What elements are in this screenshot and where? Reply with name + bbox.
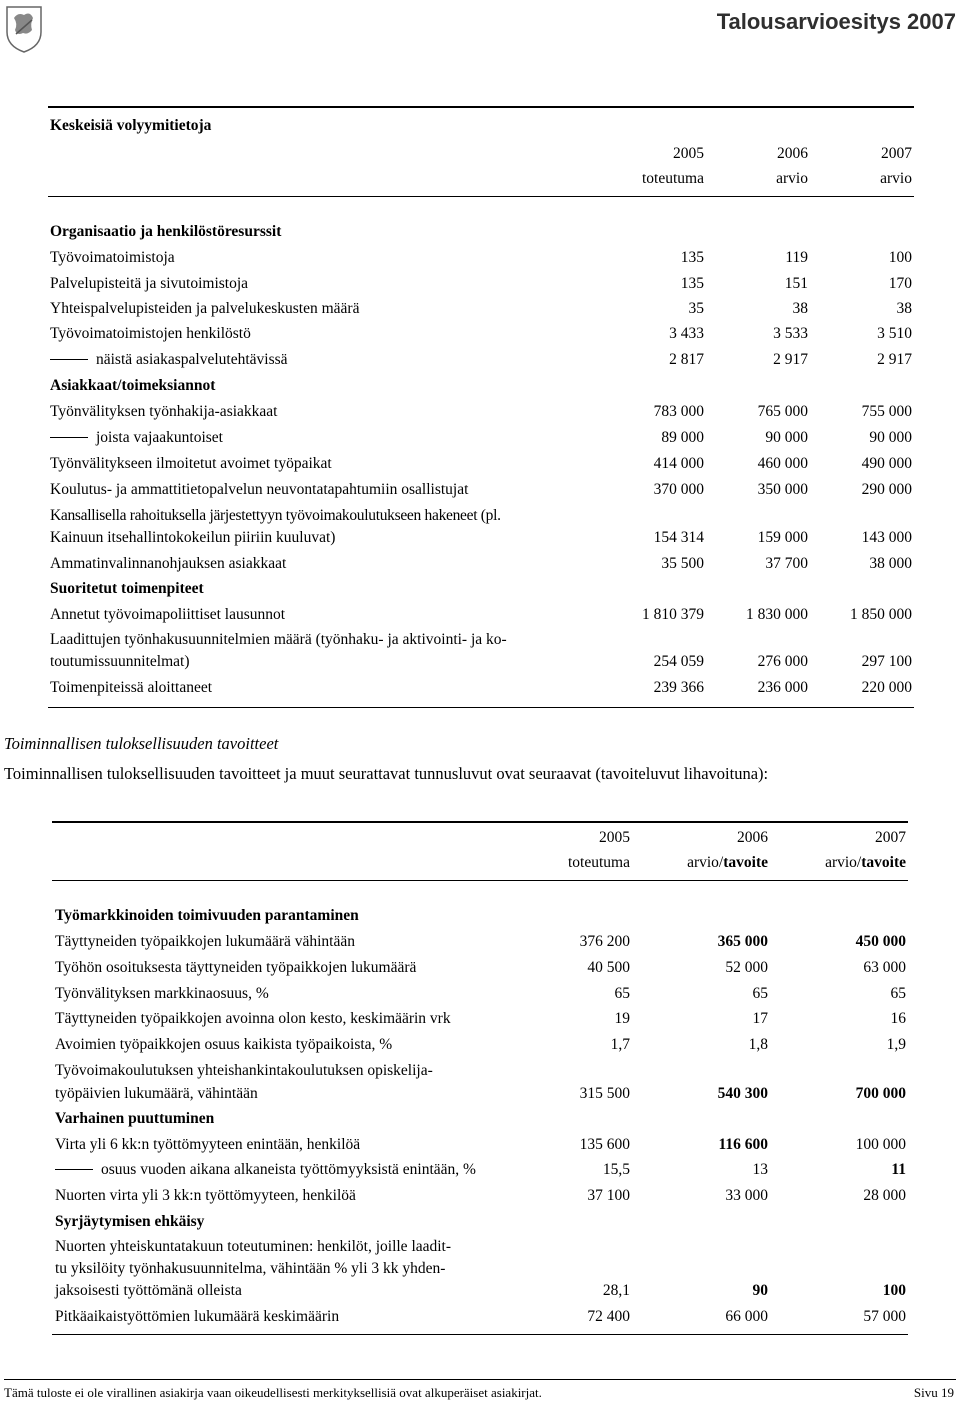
sub-bold: tavoite	[723, 854, 768, 871]
value-2006: 65	[752, 985, 768, 1002]
table-row	[0, 679, 960, 701]
table2-year-2006: 2006	[737, 829, 768, 846]
row-label-line1: Nuorten yhteiskuntatakuun toteutuminen: henkilöt, joille laadit-	[55, 1238, 452, 1255]
row-label	[50, 429, 223, 447]
value-2006: 38	[792, 300, 808, 317]
table2-year-header	[0, 829, 960, 851]
value-2005: 65	[614, 985, 630, 1002]
value-2007: 700 000	[855, 1085, 906, 1102]
value-2007: 1 850 000	[850, 606, 912, 623]
table1-year-header	[0, 145, 960, 167]
row-label: Toimenpiteissä aloittaneet	[50, 679, 213, 696]
row-label: jaksoisesti työttömänä olleista	[55, 1282, 242, 1299]
row-label: Annetut työvoimapoliittiset lausunnot	[50, 606, 286, 623]
table-row	[0, 1136, 960, 1158]
table1-sub-2006: arvio	[776, 170, 808, 187]
value-2006: 276 000	[757, 653, 808, 670]
row-label: työpäivien lukumäärä, vähintään	[55, 1085, 258, 1102]
value-2007: 755 000	[861, 403, 912, 420]
value-2006: 236 000	[757, 679, 808, 696]
table2-section-labour-market: Työmarkkinoiden toimivuuden parantaminen	[55, 907, 359, 924]
value-2006: 460 000	[757, 455, 808, 472]
table2-header-rule	[52, 880, 908, 881]
table-row	[0, 275, 960, 297]
value-2005: 239 366	[653, 679, 704, 696]
sub-prefix: arvio/	[687, 854, 724, 871]
value-2005: 154 314	[653, 529, 704, 546]
value-2007: 100 000	[855, 1136, 906, 1153]
table1-bottom-rule	[48, 707, 914, 708]
value-2007: 90 000	[869, 429, 912, 446]
row-label: Työvoimatoimistoja	[50, 249, 175, 266]
value-2005: 135 600	[579, 1136, 630, 1153]
value-2005: 89 000	[661, 429, 704, 446]
row-label-line1: Laadittujen työnhakusuunnitelmien määrä (työnhaku- ja aktivointi- ja ko-	[50, 631, 507, 648]
page-number: Sivu 19	[913, 1385, 954, 1400]
table2-section-exclusion-prevention: Syrjäytymisen ehkäisy	[55, 1213, 205, 1230]
table-row	[0, 300, 960, 322]
value-2006: 2 917	[773, 351, 808, 368]
row-label: Avoimien työpaikkojen osuus kaikista työpaikoista, %	[55, 1036, 393, 1053]
value-2005: 376 200	[579, 933, 630, 950]
table-row	[0, 455, 960, 477]
value-2005: 370 000	[653, 481, 704, 498]
table1-section-customers: Asiakkaat/toimeksiannot	[50, 377, 216, 394]
footer-disclaimer: Tämä tuloste ei ole virallinen asiakirja vaan oikeudellisesti merkityksellisiä ovat alkuperäiset asiakirjat.	[4, 1385, 542, 1400]
row-label: Täyttyneiden työpaikkojen lukumäärä vähintään	[55, 933, 355, 950]
table1-section-completed: Suoritetut toimenpiteet	[50, 580, 204, 597]
value-2005: 783 000	[653, 403, 704, 420]
table-row	[0, 351, 960, 373]
row-label: Ammatinvalinnanohjauksen asiakkaat	[50, 555, 287, 572]
table-row	[0, 606, 960, 628]
value-2006: 3 533	[773, 325, 808, 342]
table2-year-2005: 2005	[599, 829, 630, 846]
table-row	[0, 1187, 960, 1209]
table-row	[0, 325, 960, 347]
value-2005: 35	[688, 300, 704, 317]
table-row	[0, 1308, 960, 1330]
row-label	[50, 351, 288, 369]
value-2006: 365 000	[717, 933, 768, 950]
value-2005: 2 817	[669, 351, 704, 368]
value-2005: 135	[680, 249, 704, 266]
value-2005: 35 500	[661, 555, 704, 572]
table-row	[0, 959, 960, 981]
value-2007: 450 000	[855, 933, 906, 950]
table-row	[0, 249, 960, 271]
value-2005: 19	[614, 1010, 630, 1027]
finnish-lion-coat-of-arms-icon	[4, 4, 44, 54]
table-row	[0, 1161, 960, 1183]
value-2007: 57 000	[863, 1308, 906, 1325]
sub-bold: tavoite	[861, 854, 906, 871]
row-label-text: näistä asiakaspalvelutehtävissä	[96, 351, 288, 368]
row-label: Pitkäaikaistyöttömien lukumäärä keskimäärin	[55, 1308, 340, 1325]
value-2006: 13	[752, 1161, 768, 1178]
value-2005: 1 810 379	[642, 606, 704, 623]
value-2006: 765 000	[757, 403, 808, 420]
table2-section-early-intervention: Varhainen puuttuminen	[55, 1110, 215, 1127]
row-label: Virta yli 6 kk:n työttömyyteen enintään, henkilöä	[55, 1136, 361, 1153]
table-row	[0, 529, 960, 551]
table2-bottom-rule	[52, 1334, 908, 1335]
value-2006: 159 000	[757, 529, 808, 546]
table2-sub-2005: toteutuma	[568, 854, 630, 871]
indent-dash	[50, 437, 88, 438]
value-2006: 52 000	[725, 959, 768, 976]
table2-sub-2007	[825, 854, 906, 872]
table-row	[0, 481, 960, 503]
row-label-text: joista vajaakuntoiset	[96, 429, 223, 446]
row-label-line1: Työvoimakoulutuksen yhteishankintakoulutuksen opiskelija-	[55, 1062, 433, 1079]
table2-sub-2006	[687, 854, 768, 872]
value-2005: 1,7	[610, 1036, 630, 1053]
value-2005: 315 500	[579, 1085, 630, 1102]
row-label: Nuorten virta yli 3 kk:n työttömyyteen, henkilöä	[55, 1187, 356, 1204]
table1-header-rule	[48, 196, 914, 197]
value-2006: 33 000	[725, 1187, 768, 1204]
table-row	[0, 555, 960, 577]
table-row	[0, 653, 960, 675]
table-row	[0, 1010, 960, 1032]
value-2006: 119	[785, 249, 808, 266]
section-intro-text: Toiminnallisen tuloksellisuuden tavoitteet ja muut seurattavat tunnusluvut ovat seuraavat (tavoiteluvut lihavoituna):	[4, 764, 769, 783]
value-2007: 3 510	[877, 325, 912, 342]
table-row	[0, 1085, 960, 1107]
table1-sub-2005: toteutuma	[642, 170, 704, 187]
value-2005: 37 100	[587, 1187, 630, 1204]
value-2007: 38	[896, 300, 912, 317]
value-2007: 16	[890, 1010, 906, 1027]
row-label: toutumissuunnitelmat)	[50, 653, 190, 670]
value-2007: 11	[891, 1161, 906, 1178]
row-label-text: osuus vuoden aikana alkaneista työttömyyksistä enintään, %	[101, 1161, 476, 1178]
section-heading: Toiminnallisen tuloksellisuuden tavoitteet	[4, 734, 279, 753]
table1-year-2007: 2007	[881, 145, 912, 162]
table-row	[0, 429, 960, 451]
indent-dash	[50, 359, 88, 360]
value-2007: 490 000	[861, 455, 912, 472]
row-label: Koulutus- ja ammattitietopalvelun neuvontatapahtumiin osallistujat	[50, 481, 469, 498]
value-2005: 414 000	[653, 455, 704, 472]
table1-title: Keskeisiä volyymitietoja	[50, 117, 212, 134]
value-2007: 38 000	[869, 555, 912, 572]
footer-rule	[4, 1379, 956, 1380]
value-2007: 220 000	[861, 679, 912, 696]
value-2007: 290 000	[861, 481, 912, 498]
value-2006: 90 000	[765, 429, 808, 446]
table2-subheader	[0, 854, 960, 876]
table2-top-rule	[52, 821, 908, 823]
value-2005: 72 400	[587, 1308, 630, 1325]
value-2007: 100	[888, 249, 912, 266]
value-2006: 1,8	[748, 1036, 768, 1053]
value-2007: 28 000	[863, 1187, 906, 1204]
value-2006: 37 700	[765, 555, 808, 572]
row-label: Täyttyneiden työpaikkojen avoinna olon kesto, keskimäärin vrk	[55, 1010, 451, 1027]
row-label: Työvoimatoimistojen henkilöstö	[50, 325, 251, 342]
value-2006: 66 000	[725, 1308, 768, 1325]
value-2006: 1 830 000	[746, 606, 808, 623]
table1-year-2006: 2006	[777, 145, 808, 162]
value-2006: 116 600	[718, 1136, 768, 1153]
value-2006: 17	[752, 1010, 768, 1027]
value-2005: 3 433	[669, 325, 704, 342]
row-label	[55, 1161, 476, 1179]
table1-top-rule	[48, 106, 914, 108]
value-2007: 143 000	[861, 529, 912, 546]
table2-year-2007: 2007	[875, 829, 906, 846]
row-label: Työnvälitykseen ilmoitetut avoimet työpaikat	[50, 455, 332, 472]
table-row	[0, 403, 960, 425]
value-2007: 65	[890, 985, 906, 1002]
value-2005: 254 059	[653, 653, 704, 670]
table1-sub-2007: arvio	[880, 170, 912, 187]
row-label-line2: tu yksilöity työnhakusuunnitelma, vähintään % yli 3 kk yhden-	[55, 1260, 446, 1277]
value-2007: 100	[882, 1282, 906, 1299]
value-2005: 15,5	[602, 1161, 630, 1178]
value-2007: 63 000	[863, 959, 906, 976]
value-2006: 540 300	[717, 1085, 768, 1102]
value-2007: 297 100	[861, 653, 912, 670]
table1-section-organisation: Organisaatio ja henkilöstöresurssit	[50, 223, 282, 240]
row-label: Työhön osoituksesta täyttyneiden työpaikkojen lukumäärä	[55, 959, 417, 976]
sub-prefix: arvio/	[825, 854, 862, 871]
value-2006: 151	[784, 275, 808, 292]
value-2005: 40 500	[587, 959, 630, 976]
value-2007: 170	[888, 275, 912, 292]
indent-dash	[55, 1169, 93, 1170]
value-2006: 350 000	[757, 481, 808, 498]
table-row	[0, 1282, 960, 1304]
value-2007: 2 917	[877, 351, 912, 368]
table-row	[0, 985, 960, 1007]
table1-year-2005: 2005	[673, 145, 704, 162]
row-label: Työnvälityksen työnhakija-asiakkaat	[50, 403, 278, 420]
table1-subheader	[0, 170, 960, 192]
value-2006: 90	[752, 1282, 768, 1299]
row-label: Yhteispalvelupisteiden ja palvelukeskusten määrä	[50, 300, 360, 317]
value-2005: 135	[680, 275, 704, 292]
value-2007: 1,9	[886, 1036, 906, 1053]
table-row	[0, 1036, 960, 1058]
document-header-title: Talousarvioesitys 2007	[716, 9, 956, 34]
table-row	[0, 933, 960, 955]
row-label: Palvelupisteitä ja sivutoimistoja	[50, 275, 249, 292]
value-2005: 28,1	[602, 1282, 630, 1299]
row-label: Kainuun itsehallintokokeilun piiriin kuuluvat)	[50, 529, 336, 546]
row-label-line1: Kansallisella rahoituksella järjestettyyn työvoimakoulutukseen hakeneet (pl.	[50, 507, 501, 524]
row-label: Työnvälityksen markkinaosuus, %	[55, 985, 269, 1002]
